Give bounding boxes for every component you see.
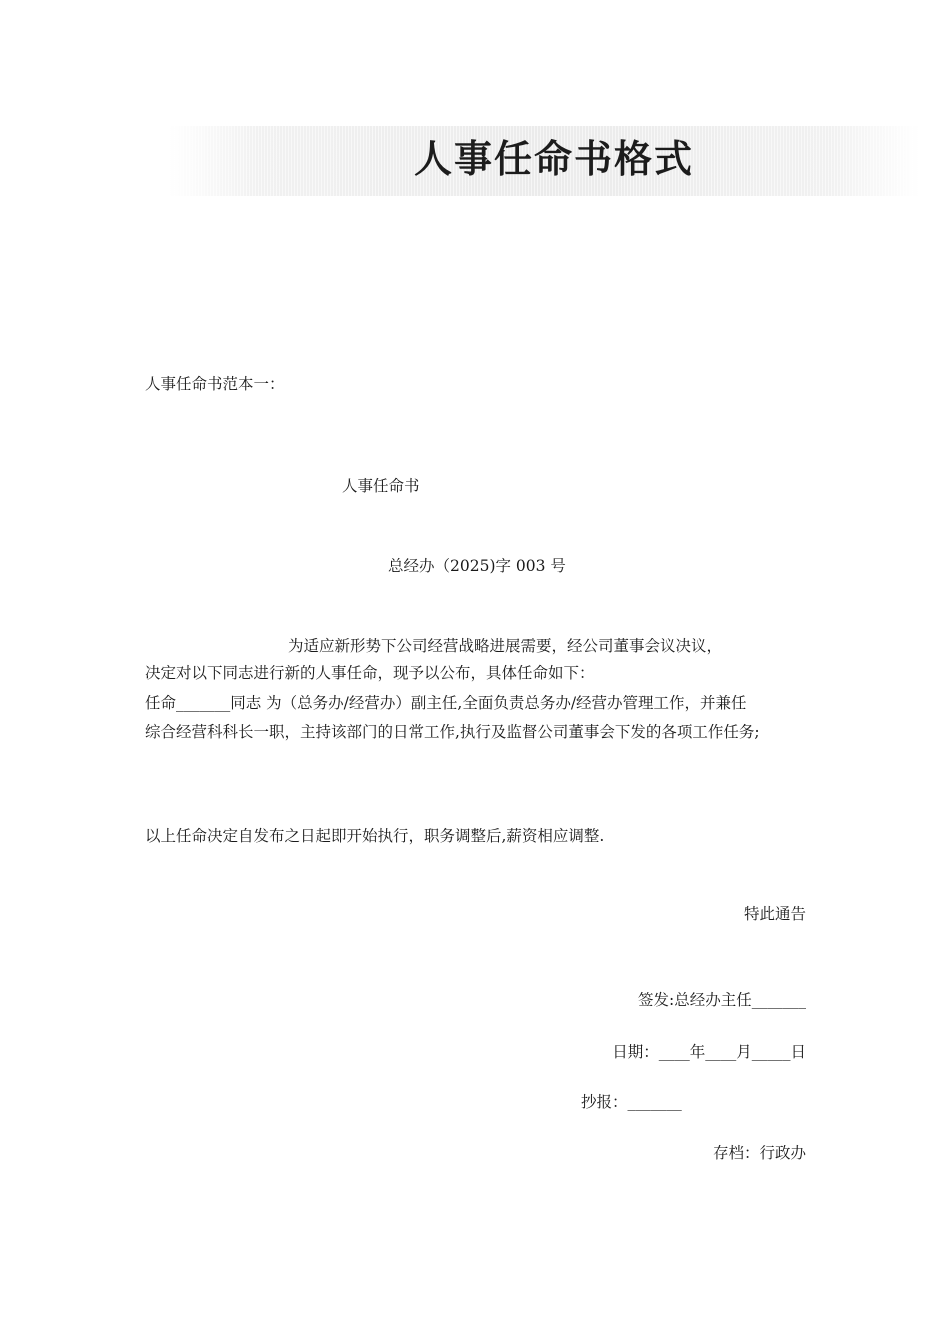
title-banner bbox=[168, 126, 920, 196]
body-line-5: 以上任命决定自发布之日起即开始执行，职务调整后,薪资相应调整. bbox=[145, 827, 605, 845]
body-line-4: 综合经营科科长一职，主持该部门的日常工作,执行及监督公司董事会下发的各项工作任务; bbox=[145, 723, 760, 741]
body-line-1: 为适应新形势下公司经营战略进展需要，经公司董事会议决议， bbox=[288, 637, 723, 655]
issuer-line: 签发:总经办主任_______ bbox=[638, 991, 806, 1009]
date-line: 日期：____年____月_____日 bbox=[612, 1043, 806, 1061]
document-number: 总经办（2025)字 003 号 bbox=[388, 557, 566, 575]
cc-line: 抄报：_______ bbox=[581, 1093, 682, 1111]
document-title: 人事任命书 bbox=[342, 477, 420, 495]
banner-title: 人事任命书格式 bbox=[413, 137, 694, 181]
body-line-3: 任命_______同志 为（总务办/经营办）副主任,全面负责总务办/经营办管理工作，并兼任 bbox=[145, 694, 747, 712]
archive-line: 存档：行政办 bbox=[712, 1144, 806, 1162]
body-line-2: 决定对以下同志进行新的人事任命，现予以公布，具体任命如下： bbox=[145, 664, 595, 682]
sample-heading: 人事任命书范本一： bbox=[145, 375, 285, 393]
notice-text: 特此通告 bbox=[743, 905, 806, 923]
